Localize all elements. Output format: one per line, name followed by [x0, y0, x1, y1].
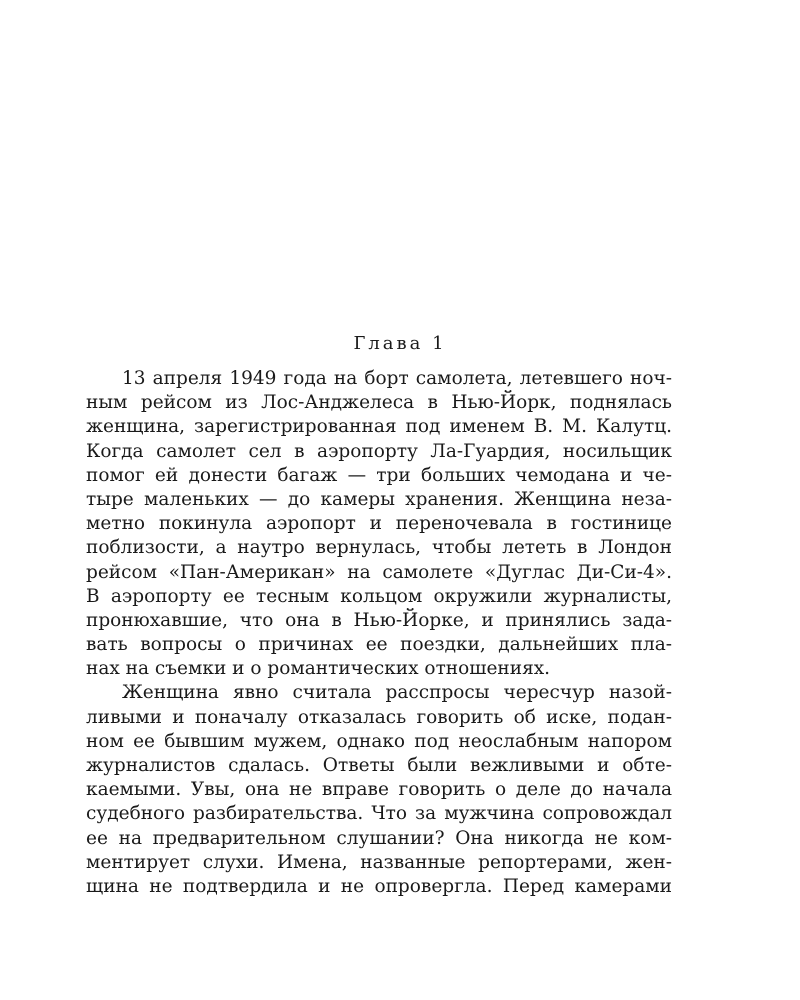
- text-line: тыре маленьких — до камеры хранения. Женщина неза-: [86, 488, 672, 510]
- paragraph-1: [86, 367, 672, 681]
- text-line: каемыми. Увы, она не вправе говорить о деле до начала: [86, 779, 672, 801]
- text-line: метно покинула аэропорт и переночевала в гостинице: [86, 513, 672, 535]
- text-line: вать вопросы о причинах ее поездки, дальнейших пла-: [86, 634, 672, 656]
- chapter-title: Глава 1: [353, 333, 447, 354]
- text-line: Когда самолет сел в аэропорту Ла-Гуардия, носильщик: [86, 440, 672, 462]
- text-line: нах на съемки и о романтических отношениях.: [86, 658, 551, 680]
- paragraph-2: [86, 681, 672, 899]
- text-line: ным рейсом из Лос-Анджелеса в Нью-Йорк, поднялась: [86, 392, 672, 414]
- text-line: 13 апреля 1949 года на борт самолета, летевшего ноч-: [122, 368, 672, 389]
- text-line: Женщина явно считала расспросы чересчур назой-: [122, 682, 672, 704]
- text-line: поблизости, а наутро вернулась, чтобы лететь в Лондон: [86, 537, 672, 559]
- text-line: ном ее бывшим мужем, однако под неослабным напором: [86, 730, 672, 752]
- text-line: пронюхавшие, что она в Нью-Йорке, и принялись зада-: [86, 609, 672, 631]
- text-line: щина не подтвердила и не опровергла. Перед камерами: [86, 875, 672, 897]
- text-line: ливыми и поначалу отказалась говорить об иске, подан-: [86, 706, 672, 728]
- text-line: рейсом «Пан-Американ» на самолете «Дуглас Ди-Си-4».: [86, 561, 672, 583]
- text-line: В аэропорту ее тесным кольцом окружили журналисты,: [86, 585, 672, 607]
- text-line: ее на предварительном слушании? Она никогда не ком-: [86, 827, 672, 849]
- text-line: помог ей донести багаж — три больших чемодана и че-: [86, 464, 672, 486]
- text-line: ментирует слухи. Имена, названные репортерами, жен-: [86, 851, 672, 873]
- text-line: женщина, зарегистрированная под именем В. М. Калутц.: [86, 416, 672, 438]
- text-line: судебного разбирательства. Что за мужчина сопровождал: [86, 803, 672, 825]
- body-text: [86, 367, 672, 899]
- text-line: журналистов сдалась. Ответы были вежливыми и обте-: [86, 755, 672, 776]
